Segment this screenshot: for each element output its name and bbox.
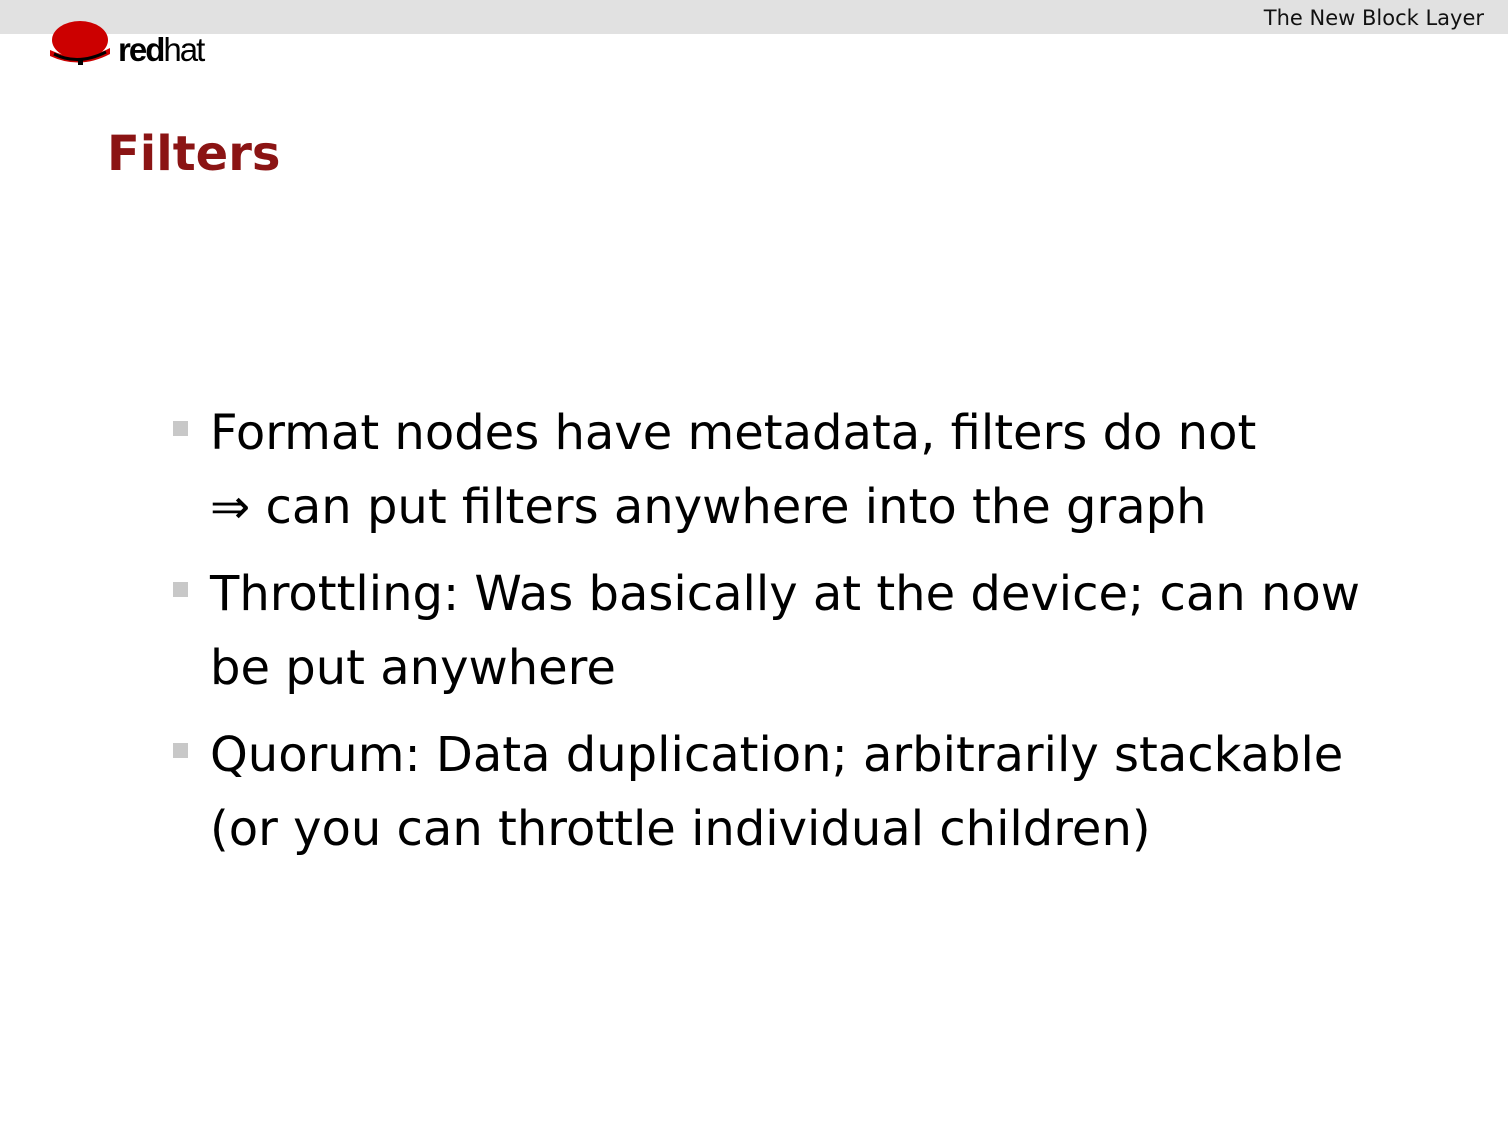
bullet-item — [170, 557, 1430, 705]
bullet-line: Format nodes have metadata, filters do not — [210, 405, 1257, 461]
bullet-line: Throttling: Was basically at the device; can now — [210, 566, 1361, 622]
logo-wordmark — [118, 30, 203, 70]
shadowman-hat-icon — [48, 18, 114, 70]
logo-text-red: red — [118, 31, 164, 68]
bullet-square-icon — [173, 421, 188, 436]
bullet-line: ⇒ can put filters anywhere into the graph — [210, 479, 1207, 535]
bullet-square-icon — [173, 743, 188, 758]
redhat-logo — [48, 18, 248, 70]
bullet-item — [170, 396, 1430, 544]
bullet-item — [170, 718, 1430, 866]
bullet-list — [170, 396, 1430, 879]
slide-title: Filters — [107, 126, 281, 182]
bullet-line: Quorum: Data duplication; arbitrarily stackable — [210, 727, 1344, 783]
bullet-square-icon — [173, 582, 188, 597]
bullet-line: be put anywhere — [210, 640, 616, 696]
bullet-line: (or you can throttle individual children) — [210, 801, 1151, 857]
presentation-title: The New Block Layer — [1263, 6, 1484, 30]
logo-text-hat: hat — [163, 31, 204, 68]
